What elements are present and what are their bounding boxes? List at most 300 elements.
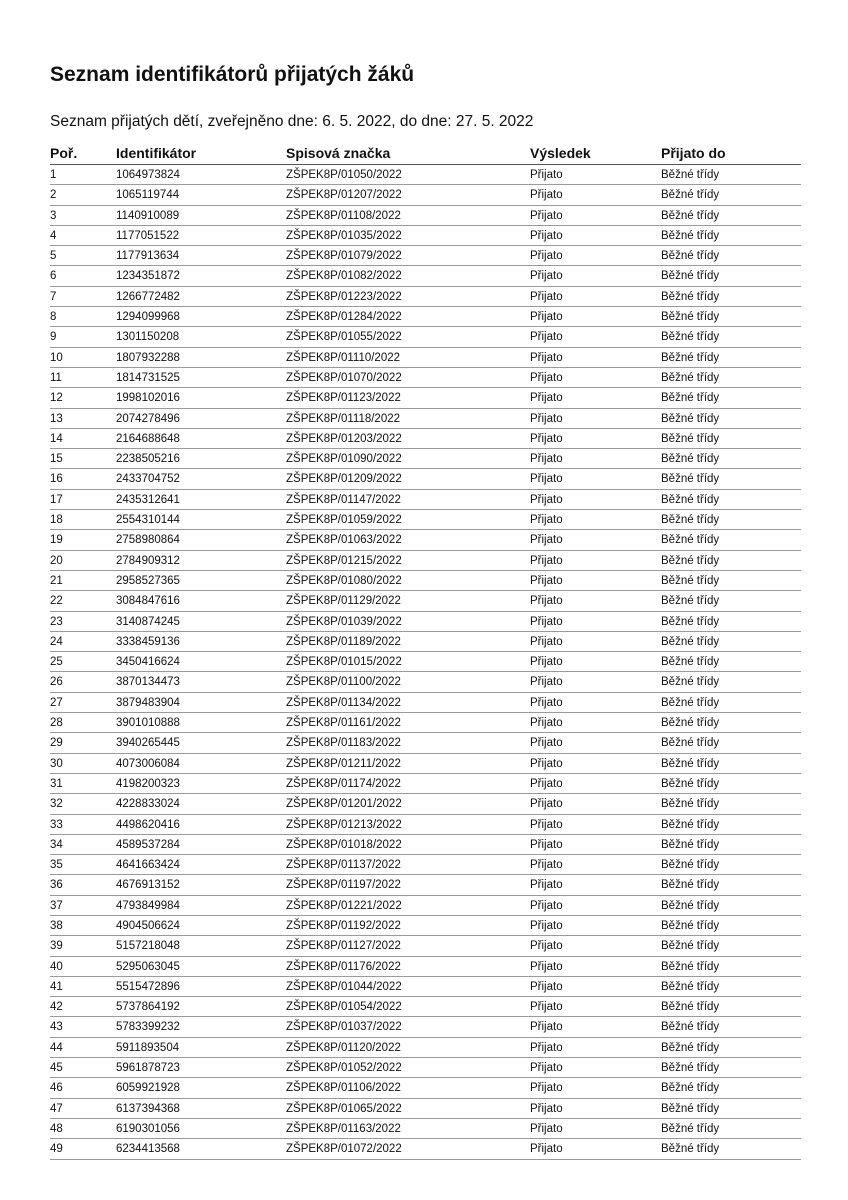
cell-order: 30 bbox=[50, 757, 63, 770]
cell-result: Přijato bbox=[530, 574, 563, 587]
cell-admitted-to: Běžné třídy bbox=[661, 818, 720, 831]
cell-order: 27 bbox=[50, 696, 63, 709]
cell-file-number: ZŠPEK8P/01123/2022 bbox=[286, 392, 401, 405]
cell-admitted-to: Běžné třídy bbox=[661, 1001, 720, 1014]
cell-identifier: 4793849984 bbox=[116, 899, 180, 912]
cell-file-number: ZŠPEK8P/01054/2022 bbox=[286, 1001, 402, 1014]
table-row bbox=[50, 226, 801, 246]
cell-order: 17 bbox=[50, 493, 63, 506]
table-row bbox=[50, 510, 801, 530]
cell-file-number: ZŠPEK8P/01127/2022 bbox=[286, 940, 401, 953]
cell-order: 14 bbox=[50, 432, 63, 445]
table-row bbox=[50, 551, 801, 571]
cell-admitted-to: Běžné třídy bbox=[661, 859, 720, 872]
cell-order: 39 bbox=[50, 940, 63, 953]
cell-identifier: 4228833024 bbox=[116, 798, 180, 811]
cell-identifier: 1301150208 bbox=[116, 331, 180, 344]
cell-result: Přijato bbox=[530, 493, 563, 506]
cell-order: 21 bbox=[50, 574, 63, 587]
table-row bbox=[50, 896, 801, 916]
table-row bbox=[50, 469, 801, 489]
cell-file-number: ZŠPEK8P/01120/2022 bbox=[286, 1041, 401, 1054]
cell-file-number: ZŠPEK8P/01161/2022 bbox=[286, 717, 401, 730]
cell-admitted-to: Běžné třídy bbox=[661, 493, 720, 506]
cell-order: 4 bbox=[50, 229, 57, 242]
cell-admitted-to: Běžné třídy bbox=[661, 432, 720, 445]
table-row bbox=[50, 1139, 801, 1159]
cell-order: 16 bbox=[50, 473, 63, 486]
cell-identifier: 2074278496 bbox=[116, 412, 180, 425]
cell-result: Přijato bbox=[530, 980, 563, 993]
cell-identifier: 3450416624 bbox=[116, 656, 180, 669]
cell-result: Přijato bbox=[530, 534, 563, 547]
table-row bbox=[50, 307, 801, 327]
cell-identifier: 4904506624 bbox=[116, 919, 180, 932]
table-row bbox=[50, 672, 801, 692]
cell-admitted-to: Běžné třídy bbox=[661, 351, 720, 364]
cell-order: 42 bbox=[50, 1001, 63, 1014]
header-admitted-to: Přijato do bbox=[661, 145, 726, 161]
cell-file-number: ZŠPEK8P/01018/2022 bbox=[286, 838, 402, 851]
cell-order: 5 bbox=[50, 250, 57, 263]
cell-result: Přijato bbox=[530, 635, 563, 648]
cell-identifier: 2164688648 bbox=[116, 432, 180, 445]
cell-result: Přijato bbox=[530, 798, 563, 811]
cell-identifier: 3870134473 bbox=[116, 676, 180, 689]
cell-file-number: ZŠPEK8P/01055/2022 bbox=[286, 331, 402, 344]
cell-identifier: 2784909312 bbox=[116, 554, 180, 567]
header-result: Výsledek bbox=[530, 145, 591, 161]
cell-admitted-to: Běžné třídy bbox=[661, 169, 720, 181]
cell-file-number: ZŠPEK8P/01015/2022 bbox=[286, 656, 402, 669]
cell-identifier: 5783399232 bbox=[116, 1021, 180, 1034]
cell-admitted-to: Běžné třídy bbox=[661, 980, 720, 993]
cell-file-number: ZŠPEK8P/01052/2022 bbox=[286, 1062, 402, 1075]
table-row bbox=[50, 165, 801, 185]
table-row bbox=[50, 449, 801, 469]
cell-file-number: ZŠPEK8P/01079/2022 bbox=[286, 250, 402, 263]
cell-result: Přijato bbox=[530, 838, 563, 851]
cell-identifier: 2554310144 bbox=[116, 514, 180, 527]
table-row bbox=[50, 1058, 801, 1078]
cell-file-number: ZŠPEK8P/01213/2022 bbox=[286, 818, 402, 831]
cell-order: 20 bbox=[50, 554, 63, 567]
cell-file-number: ZŠPEK8P/01176/2022 bbox=[286, 960, 401, 973]
cell-admitted-to: Běžné třídy bbox=[661, 554, 720, 567]
cell-identifier: 1177051522 bbox=[116, 229, 180, 242]
cell-result: Přijato bbox=[530, 737, 563, 750]
cell-admitted-to: Běžné třídy bbox=[661, 473, 720, 486]
cell-order: 19 bbox=[50, 534, 63, 547]
cell-result: Přijato bbox=[530, 1041, 563, 1054]
cell-admitted-to: Běžné třídy bbox=[661, 1102, 720, 1115]
page-title: Seznam identifikátorů přijatých žáků bbox=[50, 63, 415, 86]
cell-identifier: 2238505216 bbox=[116, 453, 180, 466]
cell-admitted-to: Běžné třídy bbox=[661, 514, 720, 527]
cell-file-number: ZŠPEK8P/01106/2022 bbox=[286, 1082, 401, 1095]
cell-order: 9 bbox=[50, 331, 57, 344]
table-row bbox=[50, 774, 801, 794]
cell-identifier: 2435312641 bbox=[116, 493, 180, 506]
cell-file-number: ZŠPEK8P/01108/2022 bbox=[286, 209, 401, 222]
cell-identifier: 1294099968 bbox=[116, 311, 180, 324]
cell-result: Přijato bbox=[530, 859, 563, 872]
cell-order: 31 bbox=[50, 777, 63, 790]
cell-order: 22 bbox=[50, 595, 63, 608]
cell-identifier: 1065119744 bbox=[116, 189, 180, 202]
cell-admitted-to: Běžné třídy bbox=[661, 899, 720, 912]
table-row bbox=[50, 977, 801, 997]
cell-result: Přijato bbox=[530, 453, 563, 466]
cell-result: Přijato bbox=[530, 1062, 563, 1075]
cell-order: 15 bbox=[50, 453, 63, 466]
cell-order: 6 bbox=[50, 270, 57, 283]
cell-result: Přijato bbox=[530, 1001, 563, 1014]
table-row bbox=[50, 754, 801, 774]
cell-identifier: 4641663424 bbox=[116, 859, 180, 872]
cell-result: Přijato bbox=[530, 1122, 563, 1135]
header-order: Poř. bbox=[50, 145, 78, 161]
cell-order: 8 bbox=[50, 311, 57, 324]
cell-order: 1 bbox=[50, 169, 57, 181]
cell-identifier: 3140874245 bbox=[116, 615, 180, 628]
cell-file-number: ZŠPEK8P/01223/2022 bbox=[286, 290, 402, 303]
cell-order: 47 bbox=[50, 1102, 63, 1115]
cell-admitted-to: Běžné třídy bbox=[661, 737, 720, 750]
cell-identifier: 6234413568 bbox=[116, 1143, 180, 1156]
cell-result: Přijato bbox=[530, 919, 563, 932]
cell-admitted-to: Běžné třídy bbox=[661, 595, 720, 608]
cell-result: Přijato bbox=[530, 656, 563, 669]
cell-admitted-to: Běžné třídy bbox=[661, 1082, 720, 1095]
table-row bbox=[50, 266, 801, 286]
cell-order: 37 bbox=[50, 899, 63, 912]
cell-file-number: ZŠPEK8P/01197/2022 bbox=[286, 879, 401, 892]
cell-identifier: 5515472896 bbox=[116, 980, 180, 993]
table-body bbox=[50, 165, 801, 1160]
cell-admitted-to: Běžné třídy bbox=[661, 189, 720, 202]
cell-result: Přijato bbox=[530, 473, 563, 486]
cell-file-number: ZŠPEK8P/01192/2022 bbox=[286, 919, 401, 932]
table-row bbox=[50, 591, 801, 611]
cell-admitted-to: Běžné třídy bbox=[661, 270, 720, 283]
cell-identifier: 4198200323 bbox=[116, 777, 180, 790]
cell-order: 28 bbox=[50, 717, 63, 730]
table-row bbox=[50, 490, 801, 510]
cell-admitted-to: Běžné třídy bbox=[661, 940, 720, 953]
cell-identifier: 5157218048 bbox=[116, 940, 180, 953]
cell-result: Přijato bbox=[530, 595, 563, 608]
table-row bbox=[50, 1099, 801, 1119]
cell-identifier: 5295063045 bbox=[116, 960, 180, 973]
cell-admitted-to: Běžné třídy bbox=[661, 838, 720, 851]
cell-result: Přijato bbox=[530, 879, 563, 892]
cell-order: 33 bbox=[50, 818, 63, 831]
cell-result: Přijato bbox=[530, 696, 563, 709]
cell-order: 24 bbox=[50, 635, 63, 648]
cell-result: Přijato bbox=[530, 311, 563, 324]
cell-result: Přijato bbox=[530, 554, 563, 567]
table-row bbox=[50, 1119, 801, 1139]
cell-admitted-to: Běžné třídy bbox=[661, 412, 720, 425]
cell-identifier: 4589537284 bbox=[116, 838, 180, 851]
cell-order: 43 bbox=[50, 1021, 63, 1034]
cell-result: Přijato bbox=[530, 1082, 563, 1095]
table-row bbox=[50, 388, 801, 408]
cell-result: Přijato bbox=[530, 169, 563, 181]
cell-order: 44 bbox=[50, 1041, 63, 1054]
cell-admitted-to: Běžné třídy bbox=[661, 1041, 720, 1054]
cell-file-number: ZŠPEK8P/01072/2022 bbox=[286, 1143, 402, 1156]
cell-result: Přijato bbox=[530, 189, 563, 202]
table-row bbox=[50, 1078, 801, 1098]
header-identifier: Identifikátor bbox=[116, 145, 197, 161]
cell-identifier: 3338459136 bbox=[116, 635, 180, 648]
cell-admitted-to: Běžné třídy bbox=[661, 1062, 720, 1075]
cell-identifier: 5737864192 bbox=[116, 1001, 180, 1014]
cell-identifier: 2433704752 bbox=[116, 473, 180, 486]
cell-identifier: 1998102016 bbox=[116, 392, 180, 405]
cell-identifier: 2958527365 bbox=[116, 574, 180, 587]
table-row bbox=[50, 713, 801, 733]
cell-order: 32 bbox=[50, 798, 63, 811]
cell-identifier: 1140910089 bbox=[116, 209, 180, 222]
cell-file-number: ZŠPEK8P/01050/2022 bbox=[286, 169, 402, 181]
table-row bbox=[50, 693, 801, 713]
cell-order: 45 bbox=[50, 1062, 63, 1075]
cell-admitted-to: Běžné třídy bbox=[661, 574, 720, 587]
cell-admitted-to: Běžné třídy bbox=[661, 798, 720, 811]
cell-file-number: ZŠPEK8P/01090/2022 bbox=[286, 453, 402, 466]
cell-file-number: ZŠPEK8P/01039/2022 bbox=[286, 615, 402, 628]
cell-result: Přijato bbox=[530, 514, 563, 527]
cell-file-number: ZŠPEK8P/01183/2022 bbox=[286, 737, 401, 750]
table-row bbox=[50, 794, 801, 814]
cell-file-number: ZŠPEK8P/01065/2022 bbox=[286, 1102, 402, 1115]
table-row bbox=[50, 368, 801, 388]
cell-result: Přijato bbox=[530, 412, 563, 425]
cell-order: 13 bbox=[50, 412, 63, 425]
table-row bbox=[50, 835, 801, 855]
cell-identifier: 6137394368 bbox=[116, 1102, 180, 1115]
cell-order: 35 bbox=[50, 859, 63, 872]
table-row bbox=[50, 632, 801, 652]
cell-file-number: ZŠPEK8P/01215/2022 bbox=[286, 554, 402, 567]
cell-identifier: 3901010888 bbox=[116, 717, 180, 730]
cell-identifier: 4498620416 bbox=[116, 818, 180, 831]
table-row bbox=[50, 530, 801, 550]
cell-result: Přijato bbox=[530, 777, 563, 790]
table-row bbox=[50, 733, 801, 753]
cell-admitted-to: Běžné třídy bbox=[661, 331, 720, 344]
cell-identifier: 1234351872 bbox=[116, 270, 180, 283]
cell-file-number: ZŠPEK8P/01189/2022 bbox=[286, 635, 401, 648]
cell-result: Přijato bbox=[530, 432, 563, 445]
cell-admitted-to: Běžné třídy bbox=[661, 209, 720, 222]
cell-order: 48 bbox=[50, 1122, 63, 1135]
table-row bbox=[50, 348, 801, 368]
cell-admitted-to: Běžné třídy bbox=[661, 392, 720, 405]
cell-identifier: 3084847616 bbox=[116, 595, 180, 608]
cell-result: Přijato bbox=[530, 757, 563, 770]
cell-result: Přijato bbox=[530, 1102, 563, 1115]
cell-result: Přijato bbox=[530, 940, 563, 953]
cell-identifier: 5911893504 bbox=[116, 1041, 180, 1054]
cell-identifier: 1266772482 bbox=[116, 290, 180, 303]
table-row bbox=[50, 327, 801, 347]
cell-file-number: ZŠPEK8P/01201/2022 bbox=[286, 798, 402, 811]
admission-table bbox=[50, 142, 801, 1160]
table-row bbox=[50, 571, 801, 591]
cell-admitted-to: Běžné třídy bbox=[661, 777, 720, 790]
cell-result: Přijato bbox=[530, 290, 563, 303]
cell-file-number: ZŠPEK8P/01080/2022 bbox=[286, 574, 402, 587]
cell-result: Přijato bbox=[530, 209, 563, 222]
cell-identifier: 6190301056 bbox=[116, 1122, 180, 1135]
cell-admitted-to: Běžné třídy bbox=[661, 534, 720, 547]
cell-identifier: 3940265445 bbox=[116, 737, 180, 750]
table-header bbox=[50, 142, 801, 165]
table-row bbox=[50, 916, 801, 936]
table-row bbox=[50, 206, 801, 226]
cell-admitted-to: Běžné třídy bbox=[661, 656, 720, 669]
cell-admitted-to: Běžné třídy bbox=[661, 250, 720, 263]
table-row bbox=[50, 936, 801, 956]
cell-file-number: ZŠPEK8P/01163/2022 bbox=[286, 1122, 401, 1135]
cell-file-number: ZŠPEK8P/01037/2022 bbox=[286, 1021, 402, 1034]
cell-admitted-to: Běžné třídy bbox=[661, 615, 720, 628]
cell-order: 18 bbox=[50, 514, 63, 527]
header-file-number: Spisová značka bbox=[286, 145, 391, 161]
cell-order: 12 bbox=[50, 392, 63, 405]
cell-identifier: 1807932288 bbox=[116, 351, 180, 364]
cell-identifier: 4676913152 bbox=[116, 879, 180, 892]
cell-admitted-to: Běžné třídy bbox=[661, 1021, 720, 1034]
cell-file-number: ZŠPEK8P/01059/2022 bbox=[286, 514, 402, 527]
cell-file-number: ZŠPEK8P/01147/2022 bbox=[286, 493, 401, 506]
cell-file-number: ZŠPEK8P/01082/2022 bbox=[286, 270, 402, 283]
cell-result: Přijato bbox=[530, 1021, 563, 1034]
cell-file-number: ZŠPEK8P/01134/2022 bbox=[286, 696, 401, 709]
cell-file-number: ZŠPEK8P/01063/2022 bbox=[286, 534, 402, 547]
table-row bbox=[50, 409, 801, 429]
cell-admitted-to: Běžné třídy bbox=[661, 311, 720, 324]
cell-file-number: ZŠPEK8P/01203/2022 bbox=[286, 432, 402, 445]
cell-identifier: 1064973824 bbox=[116, 169, 180, 181]
cell-result: Přijato bbox=[530, 960, 563, 973]
cell-admitted-to: Běžné třídy bbox=[661, 371, 720, 384]
cell-admitted-to: Běžné třídy bbox=[661, 696, 720, 709]
cell-admitted-to: Běžné třídy bbox=[661, 290, 720, 303]
table-row bbox=[50, 287, 801, 307]
cell-admitted-to: Běžné třídy bbox=[661, 229, 720, 242]
cell-identifier: 2758980864 bbox=[116, 534, 180, 547]
cell-admitted-to: Běžné třídy bbox=[661, 635, 720, 648]
cell-file-number: ZŠPEK8P/01070/2022 bbox=[286, 371, 402, 384]
cell-order: 38 bbox=[50, 919, 63, 932]
cell-admitted-to: Běžné třídy bbox=[661, 919, 720, 932]
cell-file-number: ZŠPEK8P/01209/2022 bbox=[286, 473, 402, 486]
cell-order: 29 bbox=[50, 737, 63, 750]
table-row bbox=[50, 612, 801, 632]
cell-result: Přijato bbox=[530, 229, 563, 242]
cell-file-number: ZŠPEK8P/01118/2022 bbox=[286, 412, 401, 425]
cell-order: 7 bbox=[50, 290, 57, 303]
cell-result: Přijato bbox=[530, 371, 563, 384]
cell-file-number: ZŠPEK8P/01137/2022 bbox=[286, 859, 401, 872]
table-row bbox=[50, 957, 801, 977]
cell-file-number: ZŠPEK8P/01035/2022 bbox=[286, 229, 402, 242]
table-row bbox=[50, 246, 801, 266]
cell-file-number: ZŠPEK8P/01100/2022 bbox=[286, 676, 401, 689]
table-row bbox=[50, 997, 801, 1017]
cell-identifier: 5961878723 bbox=[116, 1062, 180, 1075]
cell-order: 11 bbox=[50, 371, 62, 384]
cell-file-number: ZŠPEK8P/01211/2022 bbox=[286, 757, 401, 770]
cell-order: 25 bbox=[50, 656, 63, 669]
cell-result: Přijato bbox=[530, 615, 563, 628]
cell-identifier: 6059921928 bbox=[116, 1082, 180, 1095]
cell-admitted-to: Běžné třídy bbox=[661, 717, 720, 730]
cell-result: Přijato bbox=[530, 899, 563, 912]
cell-file-number: ZŠPEK8P/01110/2022 bbox=[286, 351, 401, 364]
cell-order: 49 bbox=[50, 1143, 63, 1156]
cell-file-number: ZŠPEK8P/01207/2022 bbox=[286, 189, 402, 202]
cell-identifier: 1814731525 bbox=[116, 371, 180, 384]
cell-admitted-to: Běžné třídy bbox=[661, 1143, 720, 1156]
cell-result: Přijato bbox=[530, 676, 563, 689]
table-row bbox=[50, 1017, 801, 1037]
cell-file-number: ZŠPEK8P/01221/2022 bbox=[286, 899, 402, 912]
cell-order: 23 bbox=[50, 615, 63, 628]
cell-file-number: ZŠPEK8P/01284/2022 bbox=[286, 311, 402, 324]
cell-order: 40 bbox=[50, 960, 63, 973]
cell-result: Přijato bbox=[530, 1143, 563, 1156]
cell-result: Přijato bbox=[530, 392, 563, 405]
cell-result: Přijato bbox=[530, 270, 563, 283]
cell-result: Přijato bbox=[530, 818, 563, 831]
cell-admitted-to: Běžné třídy bbox=[661, 453, 720, 466]
cell-result: Přijato bbox=[530, 331, 563, 344]
table-row bbox=[50, 185, 801, 205]
cell-file-number: ZŠPEK8P/01129/2022 bbox=[286, 595, 401, 608]
cell-admitted-to: Běžné třídy bbox=[661, 757, 720, 770]
table-row bbox=[50, 1038, 801, 1058]
cell-admitted-to: Běžné třídy bbox=[661, 676, 720, 689]
cell-order: 34 bbox=[50, 838, 63, 851]
cell-order: 36 bbox=[50, 879, 63, 892]
cell-order: 26 bbox=[50, 676, 63, 689]
cell-order: 46 bbox=[50, 1082, 63, 1095]
cell-order: 2 bbox=[50, 189, 57, 202]
table-row bbox=[50, 815, 801, 835]
cell-result: Přijato bbox=[530, 717, 563, 730]
cell-admitted-to: Běžné třídy bbox=[661, 1122, 720, 1135]
cell-identifier: 3879483904 bbox=[116, 696, 180, 709]
cell-order: 10 bbox=[50, 351, 63, 364]
cell-identifier: 1177913634 bbox=[116, 250, 180, 263]
cell-admitted-to: Běžné třídy bbox=[661, 960, 720, 973]
cell-order: 41 bbox=[50, 980, 63, 993]
cell-file-number: ZŠPEK8P/01044/2022 bbox=[286, 980, 402, 993]
cell-order: 3 bbox=[50, 209, 57, 222]
table-row bbox=[50, 429, 801, 449]
table-row bbox=[50, 855, 801, 875]
cell-file-number: ZŠPEK8P/01174/2022 bbox=[286, 777, 401, 790]
cell-result: Přijato bbox=[530, 351, 563, 364]
table-row bbox=[50, 875, 801, 895]
cell-admitted-to: Běžné třídy bbox=[661, 879, 720, 892]
